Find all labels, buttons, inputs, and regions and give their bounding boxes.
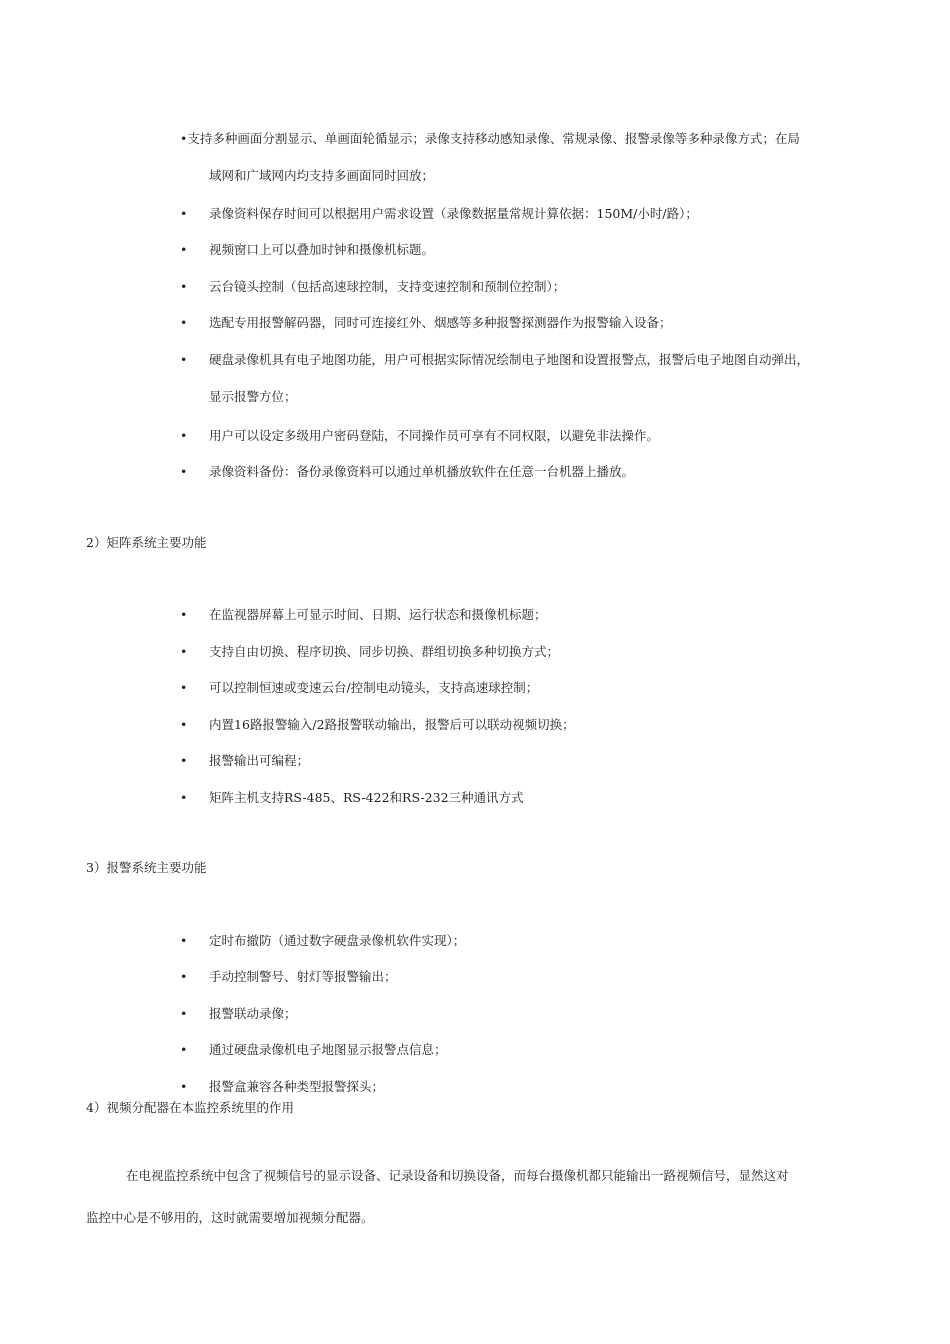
list-item: 视频窗口上可以叠加时钟和摄像机标题。: [209, 242, 435, 257]
bullet: •: [180, 607, 188, 622]
bullet: •: [180, 464, 188, 479]
bullet: •: [180, 242, 188, 257]
list-item: 支持自由切换、程序切换、同步切换、群组切换多种切换方式；: [209, 644, 560, 659]
bullet: •: [180, 790, 188, 805]
bullet: •: [180, 315, 188, 330]
list-item: 录像资料保存时间可以根据用户需求设置（录像数据量常规计算依据：150M/小时/路）；: [209, 206, 698, 221]
bullet: •: [180, 1042, 188, 1057]
paragraph: 在电视监控系统中包含了视频信号的显示设备、记录设备和切换设备，而每台摄像机都只能输出一路视频信号，显然这对: [126, 1168, 789, 1183]
list-item: 硬盘录像机具有电子地图功能，用户可根据实际情况绘制电子地图和设置报警点，报警后电子地图自动弹出，: [209, 352, 810, 367]
list-item: 可以控制恒速或变速云台/控制电动镜头，支持高速球控制；: [209, 680, 539, 695]
list-item: [180, 130, 800, 148]
section-heading: 2）矩阵系统主要功能: [86, 535, 207, 550]
section-heading: 3）报警系统主要功能: [86, 860, 207, 875]
bullet: •: [180, 969, 188, 984]
bullet: •: [180, 717, 188, 732]
list-item: 报警输出可编程；: [209, 753, 310, 768]
list-item: 定时布撤防（通过数字硬盘录像机软件实现）；: [209, 933, 466, 948]
list-item: 报警盒兼容各种类型报警探头；: [209, 1079, 385, 1094]
list-item: 矩阵主机支持RS-485、RS-422和RS-232三种通讯方式: [209, 790, 524, 805]
list-item: 在监视器屏幕上可显示时间、日期、运行状态和摄像机标题；: [209, 607, 547, 622]
bullet: •: [180, 1079, 188, 1094]
bullet: •: [180, 644, 188, 659]
bullet: •: [180, 753, 188, 768]
list-item: 选配专用报警解码器，同时可连接红外、烟感等多种报警探测器作为报警输入设备；: [209, 315, 672, 330]
list-item: 报警联动录像；: [209, 1006, 297, 1021]
bullet: •: [180, 680, 188, 695]
bullet: •: [180, 1006, 188, 1021]
bullet: •: [180, 352, 188, 367]
section-heading: 4）视频分配器在本监控系统里的作用: [86, 1100, 294, 1115]
list-item: 用户可以设定多级用户密码登陆，不同操作员可享有不同权限，以避免非法操作。: [209, 428, 660, 443]
list-item: 云台镜头控制（包括高速球控制，支持变速控制和预制位控制）；: [209, 279, 566, 294]
list-item: 内置16路报警输入/2路报警联动输出，报警后可以联动视频切换；: [209, 717, 575, 732]
list-item: 手动控制警号、射灯等报警输出；: [209, 969, 397, 984]
bullet: •: [180, 279, 188, 294]
list-item: 通过硬盘录像机电子地图显示报警点信息；: [209, 1042, 447, 1057]
list-item-continuation: 显示报警方位；: [209, 389, 297, 404]
bullet: •: [180, 206, 188, 221]
bullet: •: [180, 933, 188, 948]
list-item: 录像资料备份：备份录像资料可以通过单机播放软件在任意一台机器上播放。: [209, 464, 635, 479]
list-item-continuation: 域网和广域网内均支持多画面同时回放；: [209, 168, 435, 183]
paragraph-continuation: 监控中心是不够用的，这时就需要增加视频分配器。: [86, 1210, 374, 1225]
bullet: •: [180, 131, 188, 146]
bullet: •: [180, 428, 188, 443]
list-item-text: 支持多种画面分割显示、单画面轮循显示；录像支持移动感知录像、常规录像、报警录像等多种录像方式；在局: [187, 131, 800, 146]
